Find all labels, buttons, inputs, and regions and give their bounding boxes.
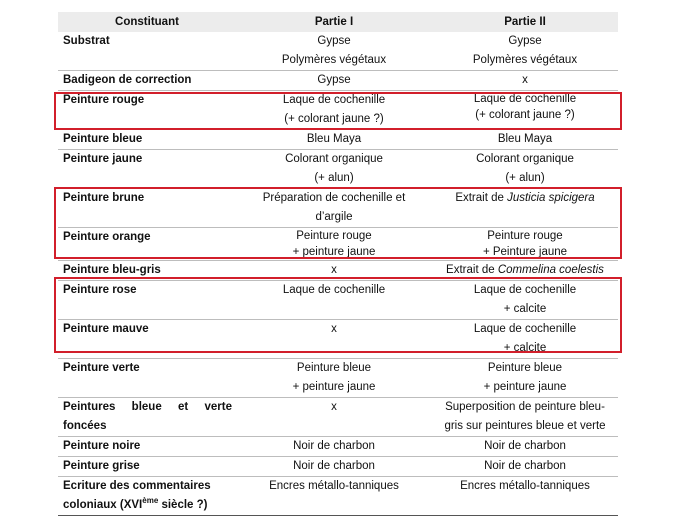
row-label: Peinture noire (58, 437, 236, 457)
table-header-row (58, 12, 618, 32)
cell-partie-2: Laque de cochenille + calcite (432, 320, 618, 359)
row-label: Peinture grise (58, 457, 236, 477)
header-partie-2: Partie II (432, 12, 618, 32)
cell-partie-2: Peinture rouge + Peinture jaune (432, 228, 618, 261)
row-label: Peinture bleu-gris (58, 261, 236, 281)
table-row (58, 130, 618, 150)
cell-partie-2: Colorant organique (+ alun) (432, 150, 618, 189)
row-label: Peinture orange (58, 228, 236, 261)
table-row (58, 281, 618, 320)
cell-partie-1: Laque de cochenille (236, 281, 432, 320)
table-row (58, 320, 618, 359)
cell-partie-1: Encres métallo-tanniques (236, 477, 432, 516)
table-row (58, 228, 618, 261)
row-label: Peintures bleue et verte foncées (58, 398, 236, 437)
row-label: Peinture mauve (58, 320, 236, 359)
cell-partie-1: Bleu Maya (236, 130, 432, 150)
cell-partie-2: Noir de charbon (432, 437, 618, 457)
row-label: Substrat (58, 32, 236, 71)
cell-partie-1: Gypse Polymères végétaux (236, 32, 432, 71)
cell-partie-2: Noir de charbon (432, 457, 618, 477)
table-row (58, 91, 618, 130)
row-label: Ecriture des commentaires coloniaux (XVIème siècle ?) (58, 477, 236, 516)
table-row (58, 150, 618, 189)
cell-partie-2: Bleu Maya (432, 130, 618, 150)
cell-partie-2: x (432, 71, 618, 91)
table-row (58, 457, 618, 477)
row-label: Badigeon de correction (58, 71, 236, 91)
row-label: Peinture bleue (58, 130, 236, 150)
cell-partie-1: Préparation de cochenille et d’argile (236, 189, 432, 228)
cell-partie-2: Extrait de Justicia spicigera (432, 189, 618, 228)
header-partie-1: Partie I (236, 12, 432, 32)
cell-partie-2: Encres métallo-tanniques (432, 477, 618, 516)
row-label: Peinture verte (58, 359, 236, 398)
cell-partie-2: Laque de cochenille + calcite (432, 281, 618, 320)
cell-partie-2: Laque de cochenille (+ colorant jaune ?) (432, 91, 618, 130)
row-label: Peinture rouge (58, 91, 236, 130)
table-row (58, 32, 618, 71)
table-row (58, 437, 618, 457)
cell-partie-2: Gypse Polymères végétaux (432, 32, 618, 71)
cell-partie-2: Peinture bleue + peinture jaune (432, 359, 618, 398)
table-row (58, 477, 618, 516)
table-row (58, 189, 618, 228)
row-label: Peinture jaune (58, 150, 236, 189)
cell-partie-1: Noir de charbon (236, 457, 432, 477)
cell-partie-2: Extrait de Commelina coelestis (432, 261, 618, 281)
cell-partie-1: Noir de charbon (236, 437, 432, 457)
cell-partie-1: Laque de cochenille (+ colorant jaune ?) (236, 91, 432, 130)
table-row (58, 398, 618, 437)
table-row (58, 261, 618, 281)
composition-table (58, 12, 618, 516)
cell-partie-1: Peinture rouge + peinture jaune (236, 228, 432, 261)
cell-partie-1: Peinture bleue + peinture jaune (236, 359, 432, 398)
cell-partie-2: Superposition de peinture bleu- gris sur peintures bleue et verte (432, 398, 618, 437)
header-constituant: Constituant (58, 12, 236, 32)
table-row (58, 359, 618, 398)
row-label: Peinture brune (58, 189, 236, 228)
cell-partie-1: x (236, 320, 432, 359)
cell-partie-1: Gypse (236, 71, 432, 91)
composition-table-wrapper (58, 12, 618, 516)
cell-partie-1: x (236, 398, 432, 437)
cell-partie-1: x (236, 261, 432, 281)
cell-partie-1: Colorant organique (+ alun) (236, 150, 432, 189)
row-label: Peinture rose (58, 281, 236, 320)
table-row (58, 71, 618, 91)
